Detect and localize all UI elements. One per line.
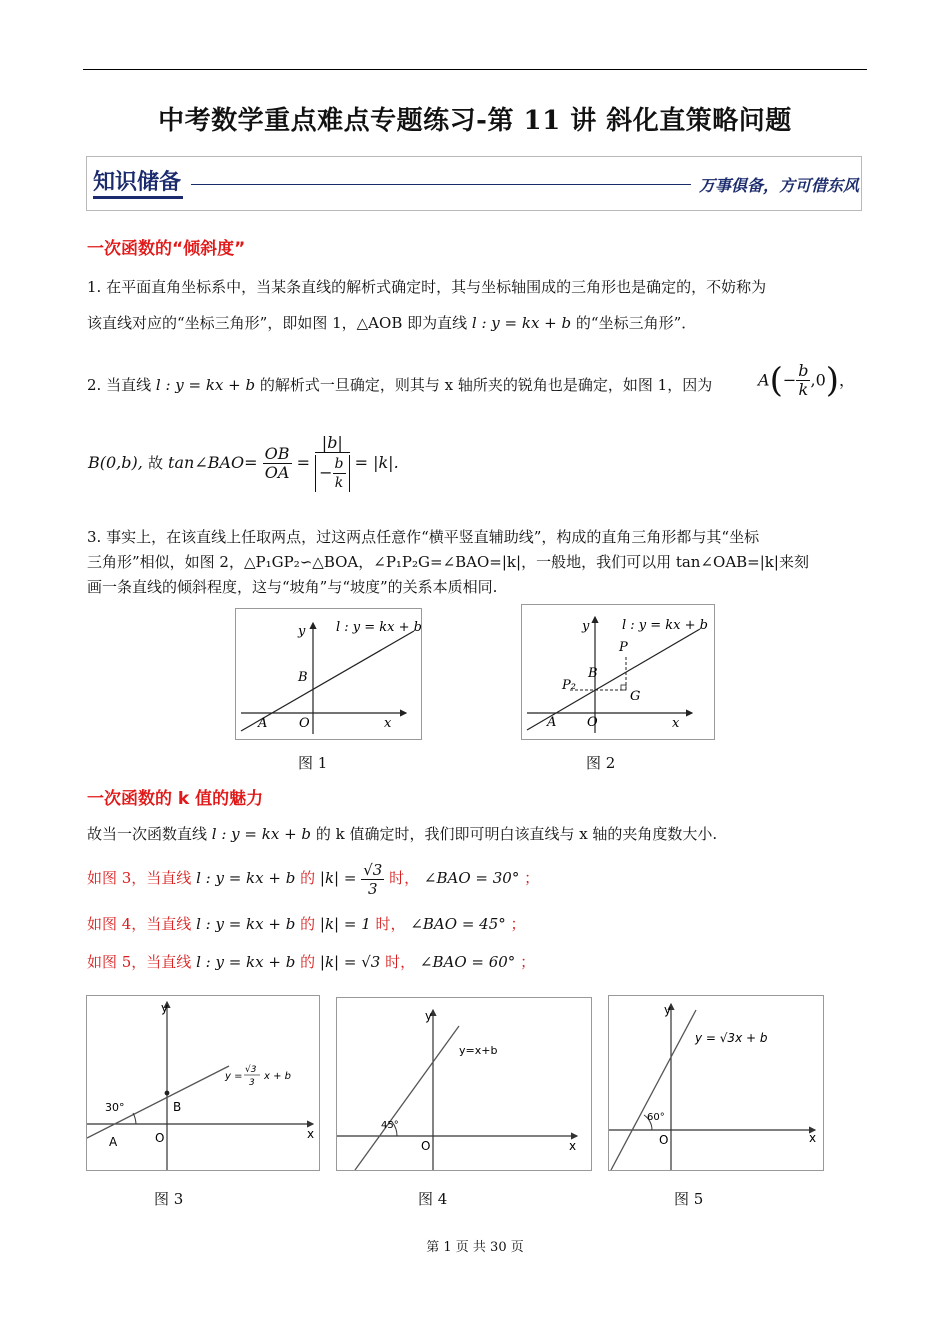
frac-num: √3 (363, 860, 383, 879)
x-label: x (307, 1127, 315, 1141)
tan-result: = |k|. (354, 453, 399, 472)
paragraph-1-line-1: 1. 在平面直角坐标系中，当某条直线的解析式确定时，其与坐标轴围成的三角形也是确定的，不妨称为 (87, 278, 767, 296)
section-heading-k-value: 一次函数的 k 值的魅力 (87, 789, 264, 809)
paragraph-1-line-2 (87, 313, 696, 333)
gu: 故 (147, 454, 163, 472)
angle-label: 30° (105, 1101, 125, 1114)
y-label: y (425, 1009, 433, 1023)
k-intro (87, 824, 717, 844)
k-abs: |k| = 1 (319, 915, 371, 933)
figure-5-caption: 图 5 (674, 1190, 704, 1208)
origin-label: O (299, 716, 310, 731)
text: 的“坐标三角形”． (575, 314, 697, 332)
text: 时， (375, 915, 406, 933)
text: 的 k 值确定时，我们即可明白该直线与 x 轴的夹角度数大小. (315, 825, 718, 843)
angle-label: 45° (381, 1120, 399, 1131)
angle-value: ∠BAO = 30° (423, 869, 520, 887)
text: 的解析式一旦确定，则其与 x 轴所夹的锐角也是确定，如图 1，因为 (259, 376, 713, 394)
point-b-dot (165, 1091, 170, 1096)
text: 时， (385, 953, 416, 971)
point-a-suffix: ,0 (810, 370, 826, 390)
knowledge-banner (86, 156, 862, 211)
point-a-label: A (547, 715, 557, 730)
k-abs: |k| = √3 (319, 953, 381, 971)
k-abs: |k| = (319, 869, 357, 887)
text: ； (520, 953, 536, 971)
page-title: 中考数学重点难点专题练习-第 11 讲 斜化直策略问题 (158, 106, 792, 136)
point-a-expression: A(− $\frac{b}{k}$ ,0)， (758, 360, 856, 401)
line-equation: y=x+b (459, 1044, 498, 1057)
equation-suffix: x + b (264, 1071, 292, 1082)
text: ； (510, 915, 526, 933)
x-label: x (569, 1139, 577, 1153)
paragraph-3-line-3: 画一条直线的倾斜程度，这与“坡角”与“坡度”的关系本质相同. (87, 578, 498, 596)
angle-arc (133, 1113, 136, 1124)
text: 的 (300, 953, 316, 971)
x-label: x (672, 716, 680, 731)
line-equation: l : y = kx + b (622, 618, 708, 633)
y-label: y (664, 1003, 672, 1017)
x-label: x (809, 1131, 817, 1145)
frac-den: 3 (368, 879, 378, 898)
paragraph-2 (87, 375, 712, 395)
line-formula: l : y = kx + b (196, 915, 296, 933)
point-a-label: A (258, 716, 268, 731)
figure-4-graph (337, 998, 591, 1170)
figure-5-graph (609, 996, 823, 1170)
paragraph-3-line-1: 3. 事实上，在该直线上任取两点，过这两点任意作“横平竖直辅助线”，构成的直角三角形都与其“坐标 (87, 528, 760, 546)
figure-2-caption: 图 2 (586, 754, 616, 772)
origin-label: O (421, 1139, 431, 1153)
banner-label: 知识储备 (93, 170, 182, 195)
y-label: y (161, 1001, 169, 1015)
right-angle-mark (621, 685, 626, 690)
equation-prefix: y = (225, 1071, 243, 1082)
equation-num: √3 (245, 1065, 257, 1075)
line-formula: l : y = kx + b (196, 953, 296, 971)
x-label: x (384, 716, 392, 731)
angle-label: 60° (647, 1112, 665, 1123)
case-figure-3 (87, 856, 539, 900)
header-rule (83, 69, 867, 70)
line-45 (355, 1026, 459, 1170)
figure-3-graph (87, 996, 319, 1170)
point-a-label: A (758, 370, 770, 390)
figure-2-graph (522, 605, 714, 739)
page-footer: 第 1 页 共 30 页 (426, 1240, 524, 1255)
point-g-label: G (630, 689, 641, 704)
origin-label: O (659, 1133, 669, 1147)
k-fraction (361, 861, 384, 898)
frac-num: |b| (315, 434, 349, 453)
figure-2 (521, 604, 715, 740)
y-label: y (298, 624, 306, 639)
banner-divider (191, 184, 691, 185)
line-formula: l : y = kx + b (471, 314, 572, 332)
line-formula: l : y = kx + b (211, 825, 312, 843)
line-formula: l : y = kx + b (155, 376, 256, 394)
text: 2. 当直线 (87, 376, 152, 394)
angle-value: ∠BAO = 45° (410, 915, 506, 933)
y-label: y (582, 619, 590, 634)
figure-1 (235, 608, 422, 740)
frac-num: OB (264, 443, 290, 463)
point-b-label: B (173, 1100, 182, 1114)
point-p-label: P (619, 640, 628, 655)
line-60 (611, 1010, 696, 1170)
frac-den: k (334, 475, 344, 491)
angle-value: ∠BAO = 60° (419, 953, 516, 971)
tan-formula: B(0,b), 故 tan∠BAO= $\frac{OB}{OA}$ = |b| − $\frac{b}{k}$ = |k|. (88, 433, 399, 491)
figure-1-caption: 图 1 (298, 754, 328, 772)
figure-3-caption: 图 3 (154, 1190, 184, 1208)
figure-4 (336, 997, 592, 1171)
point-p2-label: P₂ (562, 678, 576, 693)
equation-den: 3 (249, 1078, 255, 1088)
text: 的 (300, 869, 316, 887)
point-b: B(0,b), (88, 453, 143, 472)
case-figure-4 (87, 914, 526, 934)
tan-label: tan∠BAO= (168, 453, 258, 472)
line-equation: l : y = kx + b (336, 620, 421, 635)
origin-label: O (587, 715, 598, 730)
paragraph-3-line-2: 三角形”相似，如图 2，△P₁GP₂∽△BOA，∠P₁P₂G=∠BAO=|k|，一般地，我们可以用 tan∠OAB=|k|来刻 (87, 553, 809, 571)
figure-5 (608, 995, 824, 1171)
text: 如图 5，当直线 (87, 953, 192, 971)
figure-3 (86, 995, 320, 1171)
b-over-bk-fraction: |b| − $\frac{b}{k}$ (315, 434, 349, 492)
section-heading-slope: 一次函数的“倾斜度” (87, 239, 246, 259)
figure-1-graph (236, 609, 421, 739)
frac-den: k (798, 380, 809, 399)
figure-4-caption: 图 4 (418, 1190, 448, 1208)
text: 故当一次函数直线 (87, 825, 208, 843)
ob-oa-fraction (263, 445, 292, 482)
case-figure-5 (87, 952, 535, 972)
point-b-label: B (298, 670, 308, 685)
text: 如图 4，当直线 (87, 915, 192, 933)
frac-den: OA (264, 462, 290, 482)
text: ； (524, 869, 540, 887)
point-a-fraction (796, 362, 810, 399)
text: 如图 3，当直线 (87, 869, 192, 887)
frac-num: b (798, 361, 809, 380)
line-formula: l : y = kx + b (196, 869, 296, 887)
point-a-label: A (109, 1135, 118, 1149)
frac-num: b (334, 456, 344, 472)
banner-underline (93, 196, 183, 199)
banner-motto: 万事俱备，方可借东风 (699, 176, 860, 195)
text: 时， (389, 869, 420, 887)
text: 该直线对应的“坐标三角形”，即如图 1，△AOB 即为直线 (87, 314, 468, 332)
origin-label: O (155, 1131, 165, 1145)
line-equation: y = √3x + b (695, 1031, 768, 1045)
point-b-label: B (588, 666, 598, 681)
text: 的 (300, 915, 316, 933)
